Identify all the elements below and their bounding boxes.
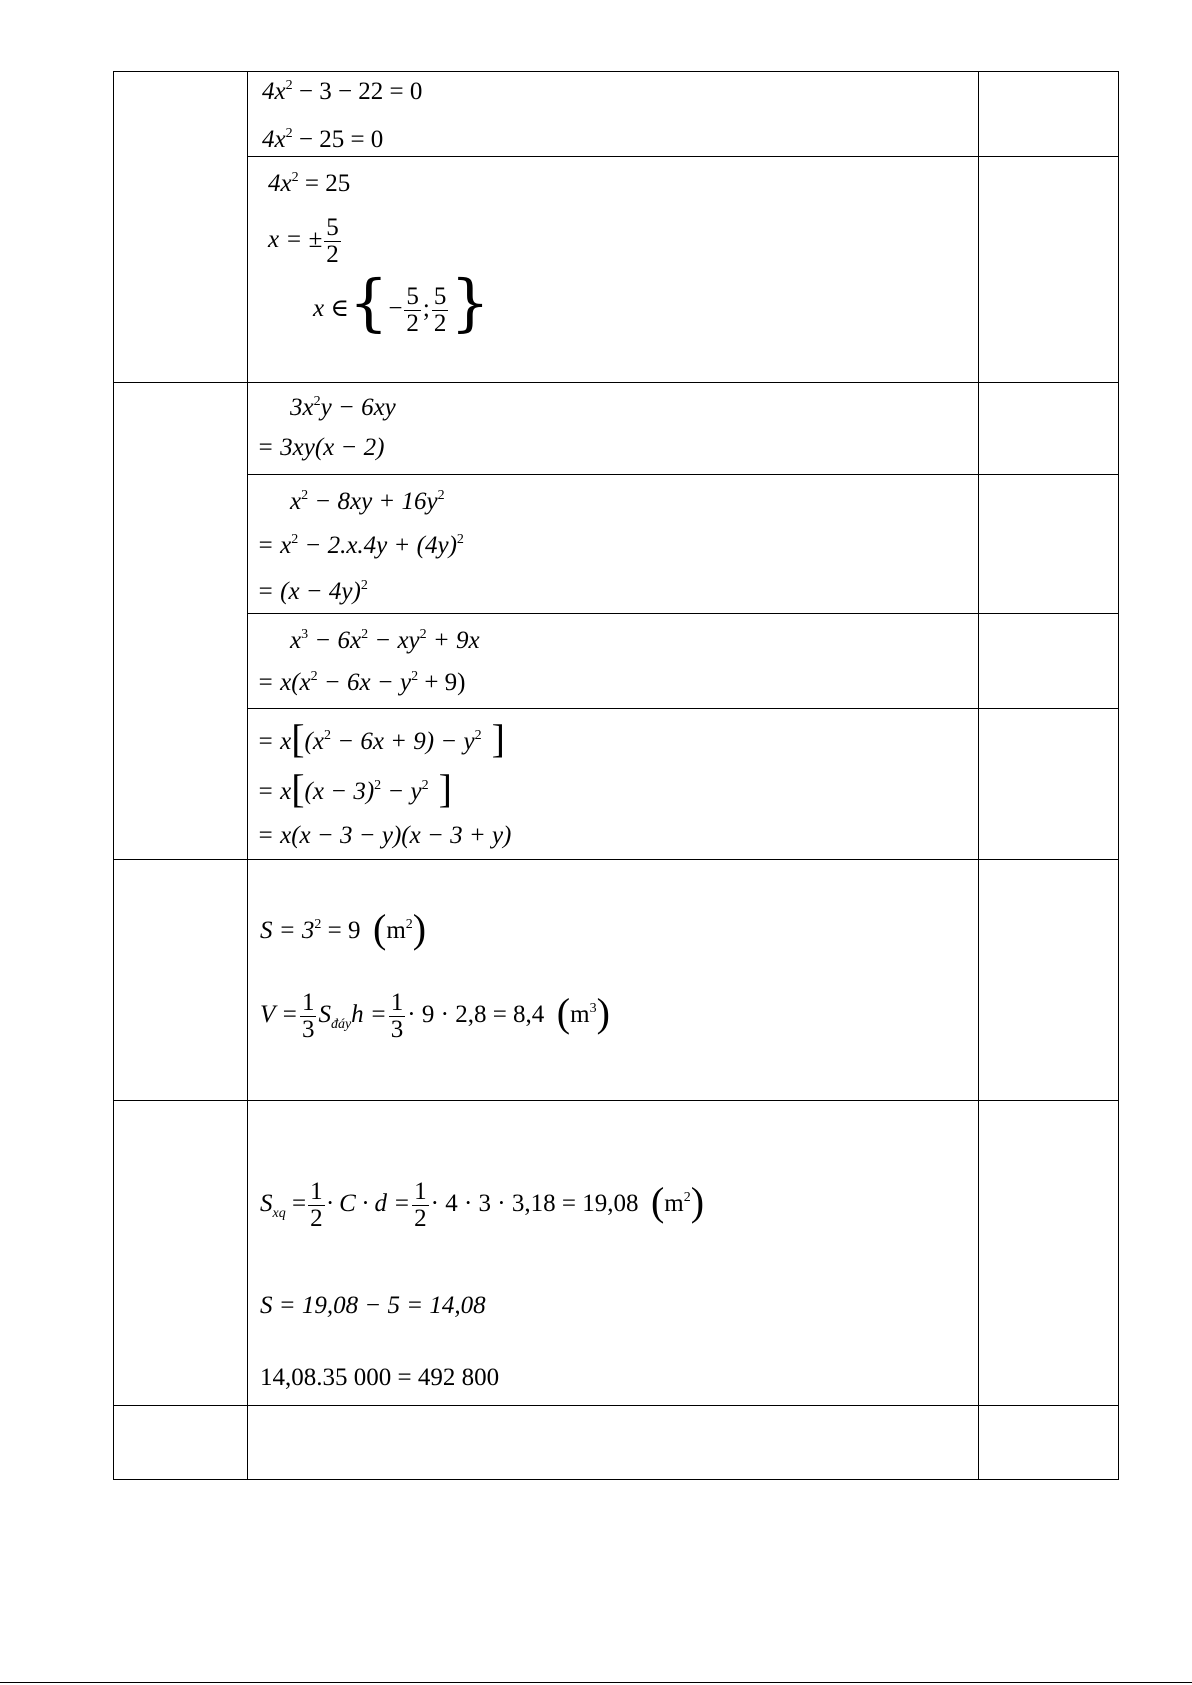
table-border-bottom [113,1479,1118,1480]
answer-cell-2 [248,157,978,382]
equation-line: $x^2 - 8xy + 16y^2$ [290,488,445,515]
fraction: $\frac{5}{2}$ [406,282,419,337]
equation-line: = 3xy(x − 2) [257,434,385,461]
answer-cell-3 [248,383,978,474]
answer-cell-6 [248,709,978,859]
equation-line: $S_{xq}$ = $\frac{1}{2}$ · C · d = $\frac{1}{2}$ · 4 · 3 · 3,18 = 19,08 $(m^2)$ [260,1178,705,1232]
table-border-right [1118,71,1119,1480]
equation-line: $4x^2 - 25 = 0$ [262,126,384,153]
answer-cell-8 [248,1101,978,1405]
equation-line: = $x^2 - 2.x.4y + (4y)^2$ [257,532,464,559]
answer-cell-7 [248,860,978,1100]
answer-cell-1 [248,72,978,156]
page-footer-rule [0,1682,1192,1683]
fraction: $\frac{1}{3}$ [390,989,404,1043]
equation-line: S = 19,08 − 5 = 14,08 [260,1292,486,1319]
equation-line: x = ± $\frac{5}{2}$ [268,214,339,268]
equation-line: V = $\frac{1}{3}$ $S_{đáy}h$ = $\frac{1}{3}$ · 9 · 2,8 = 8,4 $(m^3)$ [260,989,610,1043]
equation-line: $3x^2y - 6xy$ [290,394,396,421]
row-divider [113,1405,1118,1406]
equation-line: = x(x − 3 − y)(x − 3 + y) [257,822,512,849]
fraction: $\frac{1}{2}$ [310,1178,323,1232]
equation-line: = $x(x^2 - 6x - y^2 + 9)$ [257,669,466,696]
equation-line: $4x^2 = 25$ [268,170,351,197]
table-column-divider-2 [978,71,979,1480]
equation-line: = $x[(x - 3)^2 - y^2$ ] [257,766,452,811]
fraction: $\frac{5}{2}$ [433,282,447,337]
equation-line: $S = 3^2 = 9$ $(m^2)$ [260,906,427,951]
fraction: $\frac{5}{2}$ [326,214,339,268]
answer-cell-5 [248,614,978,708]
answer-cell-4 [248,475,978,613]
table-border-left [113,71,114,1480]
equation-line: 14,08.35 000 = 492 800 [260,1364,500,1391]
equation-line: $4x^2 - 3 - 22 = 0$ [262,78,423,105]
equation-line: = $x[(x^2 - 6x + 9) - y^2$ ] [257,716,505,761]
equation-line: x ∈{− $\frac{5}{2}$ ; $\frac{5}{2}$ } [313,266,490,339]
equation-line: = $(x - 4y)^2$ [257,578,368,605]
fraction: $\frac{1}{3}$ [301,989,315,1043]
fraction: $\frac{1}{2}$ [414,1178,427,1232]
equation-line: $x^3 - 6x^2 - xy^2 + 9x$ [290,627,480,654]
